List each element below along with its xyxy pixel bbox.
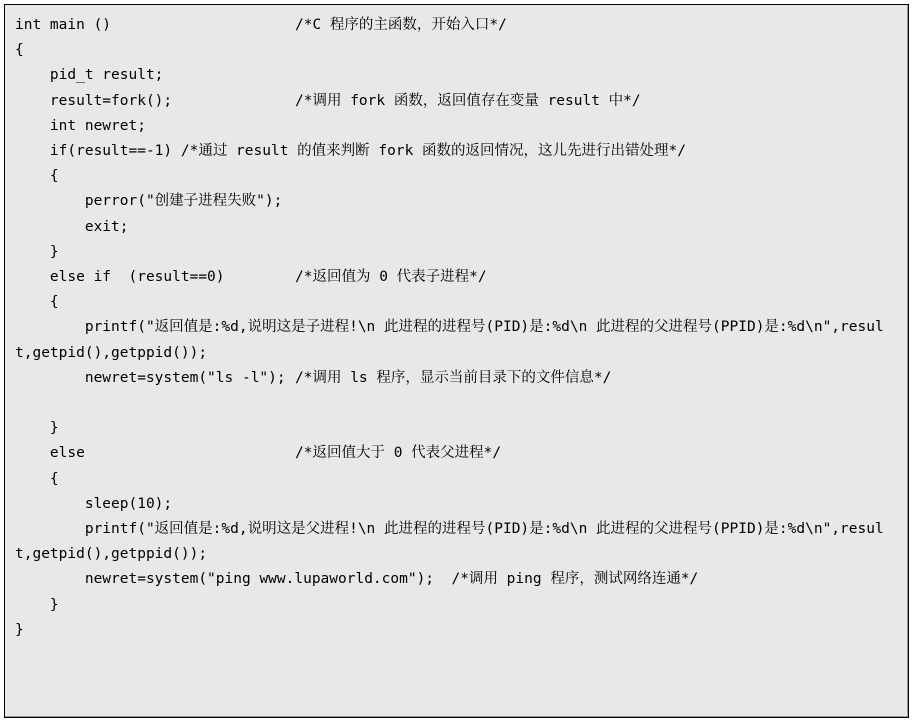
code-comment: /*C 程序的主函数，开始入口*/	[295, 17, 507, 33]
code-comment: /*返回值大于 0 代表父进程*/	[295, 445, 502, 462]
code-line	[15, 13, 898, 38]
code-line: newret=system("ping www.lupaworld.com"); /*调用 ping 程序，测试网络连通*/	[15, 571, 699, 588]
code-line: {	[15, 470, 59, 487]
code-listing-body	[5, 5, 908, 649]
code-line: {	[15, 294, 59, 311]
code-line: }	[15, 243, 59, 260]
code-text: else	[15, 445, 85, 462]
code-line	[15, 89, 898, 114]
code-listing-frame	[4, 4, 909, 718]
code-text: newret=system("ls -l");	[15, 369, 286, 386]
code-line	[15, 265, 898, 290]
code-line: {	[15, 42, 24, 59]
code-comment: /*调用 ls 程序，显示当前目录下的文件信息*/	[295, 369, 612, 386]
code-line: pid_t result;	[15, 67, 164, 84]
code-line: }	[15, 596, 59, 613]
code-text: else if (result==0)	[15, 269, 225, 286]
code-line-blank	[15, 391, 898, 416]
code-line: printf("返回值是:%d,说明这是父进程!\n 此进程的进程号(PID)是:%d\n 此进程的父进程号(PPID)是:%d\n",result,getpid(),getppid());	[15, 521, 884, 563]
code-line	[15, 366, 898, 391]
code-line: int newret;	[15, 117, 146, 134]
code-line: sleep(10);	[15, 495, 173, 512]
code-comment: /*调用 fork 函数，返回值存在变量 result 中*/	[295, 92, 641, 109]
code-line: }	[15, 420, 59, 437]
code-line: {	[15, 168, 59, 185]
code-line: exit;	[15, 218, 129, 235]
code-line: }	[15, 621, 24, 638]
code-line: if(result==-1) /*通过 result 的值来判断 fork 函数的返回情况，这儿先进行出错处理*/	[15, 143, 687, 160]
code-line: perror("创建子进程失败");	[15, 193, 283, 210]
code-comment: /*返回值为 0 代表子进程*/	[295, 269, 487, 286]
code-text: result=fork();	[15, 92, 173, 109]
code-line: printf("返回值是:%d,说明这是子进程!\n 此进程的进程号(PID)是:%d\n 此进程的父进程号(PPID)是:%d\n",result,getpid(),getppid());	[15, 319, 884, 361]
code-text: int main ()	[15, 17, 112, 33]
code-line	[15, 441, 898, 466]
